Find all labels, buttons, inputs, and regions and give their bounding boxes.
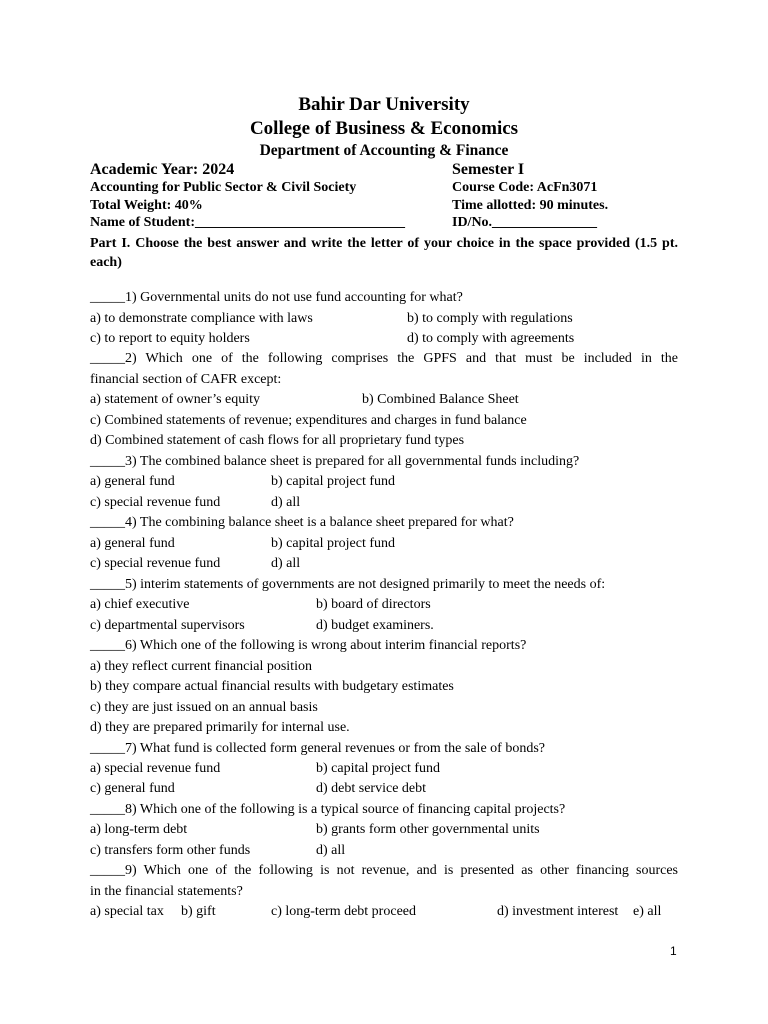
question-4-option-c: c) special revenue fund <box>90 556 221 571</box>
department-title: Department of Accounting & Finance <box>259 142 509 159</box>
question-6-stem: _____6) Which one of the following is wrong about interim financial reports? <box>90 638 527 653</box>
course-code: Course Code: AcFn3071 <box>452 180 598 195</box>
question-6-option-b: b) they compare actual financial results with budgetary estimates <box>90 679 454 694</box>
question-4-option-a: a) general fund <box>90 536 175 551</box>
question-7-stem: _____7) What fund is collected form general revenues or from the sale of bonds? <box>90 741 545 756</box>
question-1-option-b: b) to comply with regulations <box>407 311 573 326</box>
question-3-option-a: a) general fund <box>90 474 175 489</box>
question-6-option-d: d) they are prepared primarily for internal use. <box>90 720 350 735</box>
question-8-option-c: c) transfers form other funds <box>90 843 251 858</box>
college-title: College of Business & Economics <box>249 118 519 139</box>
id-number-field: ID/No._______________ <box>452 215 598 230</box>
question-6-option-c: c) they are just issued on an annual basis <box>90 700 318 715</box>
question-3-option-b: b) capital project fund <box>271 474 396 489</box>
question-2-stem: _____2) Which one of the following comprises the GPFS and that must be included in the <box>90 351 678 366</box>
time-allotted: Time allotted: 90 minutes. <box>452 198 609 213</box>
question-2-option-b: b) Combined Balance Sheet <box>362 392 519 407</box>
question-5-stem: _____5) interim statements of governments are not designed primarily to meet the needs of: <box>90 577 606 592</box>
question-7-option-b: b) capital project fund <box>316 761 441 776</box>
question-9-option-e: e) all <box>633 904 662 919</box>
question-7-option-c: c) general fund <box>90 781 175 796</box>
question-9-stem-cont: in the financial statements? <box>90 884 243 899</box>
question-1-option-c: c) to report to equity holders <box>90 331 250 346</box>
question-1-option-d: d) to comply with agreements <box>407 331 575 346</box>
question-8-stem: _____8) Which one of the following is a typical source of financing capital projects? <box>90 802 566 817</box>
semester: Semester I <box>452 161 525 178</box>
question-2-option-c: c) Combined statements of revenue; expenditures and charges in fund balance <box>90 413 527 428</box>
university-title: Bahir Dar University <box>298 94 470 115</box>
question-4-stem: _____4) The combining balance sheet is a balance sheet prepared for what? <box>90 515 514 530</box>
question-4-option-b: b) capital project fund <box>271 536 396 551</box>
question-3-option-c: c) special revenue fund <box>90 495 221 510</box>
question-8-option-b: b) grants form other governmental units <box>316 822 540 837</box>
question-4-option-d: d) all <box>271 556 301 571</box>
question-2-option-d: d) Combined statement of cash flows for all proprietary fund types <box>90 433 465 448</box>
question-7-option-d: d) debt service debt <box>316 781 427 796</box>
question-5-option-c: c) departmental supervisors <box>90 618 245 633</box>
course-name: Accounting for Public Sector & Civil Society <box>90 180 357 195</box>
question-6-option-a: a) they reflect current financial position <box>90 659 312 674</box>
question-5-option-b: b) board of directors <box>316 597 431 612</box>
question-2-option-a: a) statement of owner’s equity <box>90 392 261 407</box>
question-7-option-a: a) special revenue fund <box>90 761 221 776</box>
question-1-option-a: a) to demonstrate compliance with laws <box>90 311 313 326</box>
question-8-option-a: a) long-term debt <box>90 822 188 837</box>
question-1-stem: _____1) Governmental units do not use fund accounting for what? <box>90 290 463 305</box>
part-one-instruction: Part I. Choose the best answer and write the letter of your choice in the space provided (1.5 pt. each) <box>90 236 678 270</box>
question-3-stem: _____3) The combined balance sheet is prepared for all governmental funds including? <box>90 454 580 469</box>
question-9-option-b: b) gift <box>181 904 216 919</box>
question-9-option-c: c) long-term debt proceed <box>271 904 416 919</box>
question-8-option-d: d) all <box>316 843 346 858</box>
question-9-option-a: a) special tax <box>90 904 164 919</box>
academic-year: Academic Year: 2024 <box>90 161 235 178</box>
question-5-option-d: d) budget examiners. <box>316 618 434 633</box>
question-5-option-a: a) chief executive <box>90 597 190 612</box>
question-9-option-d: d) investment interest <box>497 904 619 919</box>
question-9-stem: _____9) Which one of the following is not revenue, and is presented as other financing sources <box>90 863 678 878</box>
question-3-option-d: d) all <box>271 495 301 510</box>
question-2-stem-cont: financial section of CAFR except: <box>90 372 282 387</box>
page-number: 1 <box>670 944 677 958</box>
total-weight: Total Weight: 40% <box>90 198 203 213</box>
student-name-field: Name of Student:______________________________ <box>90 215 405 230</box>
